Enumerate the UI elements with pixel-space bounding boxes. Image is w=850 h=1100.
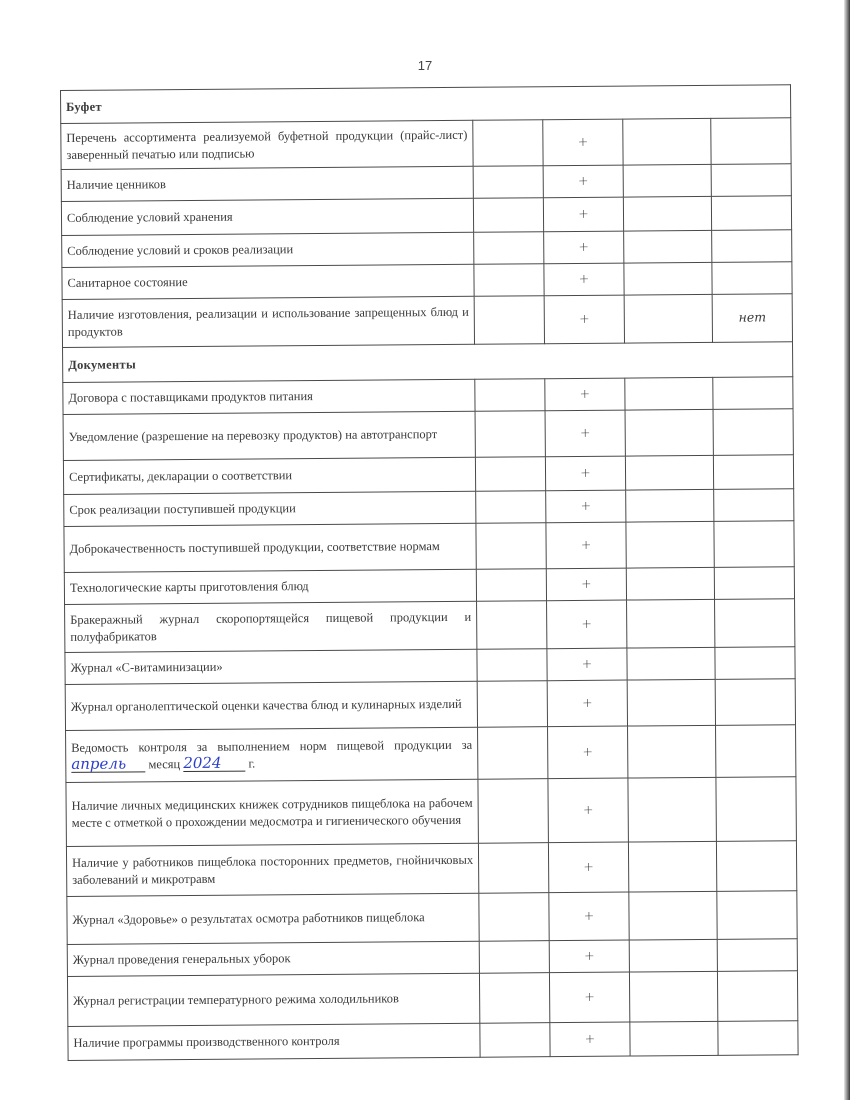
section-title: Буфет [61, 85, 791, 124]
row-text: Доброкачественность поступившей продукции, соответствие нормам [64, 523, 476, 572]
empty-cell [628, 777, 716, 842]
empty-cell [478, 779, 549, 844]
check-mark: + [549, 972, 629, 1023]
check-mark: + [543, 119, 623, 166]
empty-cell [630, 1021, 718, 1056]
table-row [64, 521, 794, 573]
row-text: Срок реализации поступившей продукции [64, 491, 476, 526]
table-row [66, 777, 796, 847]
row-note [717, 939, 797, 972]
month-handwritten: апрель [71, 755, 145, 773]
check-mark: + [543, 165, 623, 198]
empty-cell [629, 939, 717, 972]
check-mark: + [544, 263, 624, 296]
check-mark: + [547, 648, 627, 681]
row-text: Наличие программы производственного контроля [68, 1023, 480, 1060]
section-header-row [63, 342, 793, 383]
empty-cell [627, 647, 715, 680]
check-mark: + [550, 1022, 630, 1057]
row-note [718, 1021, 798, 1056]
row-text: Технологические карты приготовления блюд [64, 569, 476, 604]
check-mark: + [544, 231, 624, 264]
check-mark: + [545, 456, 625, 491]
empty-cell [624, 262, 712, 295]
empty-cell [476, 569, 546, 602]
row-text-middle: месяц [148, 756, 181, 772]
empty-cell [477, 649, 547, 682]
check-mark: + [548, 778, 629, 843]
empty-cell [474, 296, 544, 345]
row-note [714, 489, 794, 522]
page-number: 17 [417, 58, 433, 73]
empty-cell [627, 679, 715, 726]
row-text: Журнал «С-витаминизации» [65, 649, 477, 684]
row-note [715, 599, 795, 648]
row-note [715, 679, 795, 726]
empty-cell [625, 409, 713, 456]
row-text-prefix: Ведомость контроля за выполнением норм пищевой продукции за [71, 737, 473, 755]
empty-cell [480, 1023, 550, 1058]
scan-edge-shadow [844, 0, 850, 1100]
row-note [711, 118, 791, 165]
empty-cell [478, 843, 548, 894]
row-note [712, 262, 792, 295]
row-text: Бракеражный журнал скоропортящейся пищевой продукции и полуфабрикатов [65, 601, 477, 652]
row-note [717, 971, 797, 1022]
empty-cell [625, 455, 713, 490]
empty-cell [629, 971, 717, 1022]
row-text: Наличие изготовления, реализации и использование запрещенных блюд и продуктов [62, 296, 474, 347]
empty-cell [623, 196, 711, 231]
row-note [713, 377, 793, 410]
empty-cell [627, 599, 715, 648]
row-text: Журнал регистрации температурного режима холодильников [67, 973, 479, 1026]
row-note [711, 196, 791, 231]
empty-cell [624, 230, 712, 263]
empty-cell [628, 725, 716, 778]
empty-cell [478, 727, 548, 780]
table-row [67, 891, 797, 945]
empty-cell [629, 891, 717, 940]
empty-cell [476, 491, 546, 524]
row-text: Соблюдение условий и сроков реализации [62, 232, 474, 267]
check-mark: + [549, 892, 629, 941]
check-mark: + [546, 490, 626, 523]
table-row [61, 196, 791, 236]
empty-cell [626, 489, 714, 522]
row-text: Наличие у работников пищеблока посторонних предметов, гнойничковых заболеваний и микротравм [66, 843, 478, 896]
empty-cell [475, 379, 545, 412]
check-mark: + [545, 410, 625, 457]
check-mark: + [547, 680, 627, 727]
checklist-table [60, 84, 799, 1061]
row-note [713, 409, 793, 456]
table-row [66, 725, 796, 783]
row-text: Журнал «Здоровье» о результатах осмотра работников пищеблока [67, 893, 479, 944]
table-row [68, 1021, 798, 1061]
table-row [63, 409, 793, 461]
row-text: Уведомление (разрешение на перевозку продуктов) на автотранспорт [63, 411, 475, 460]
empty-cell [625, 377, 713, 410]
row-note [716, 725, 796, 778]
check-mark: + [546, 568, 626, 601]
empty-cell [474, 264, 544, 297]
empty-cell [623, 118, 711, 165]
check-mark: + [548, 726, 628, 779]
table-row [62, 294, 792, 348]
row-text: Договора с поставщиками продуктов питания [63, 379, 475, 414]
empty-cell [626, 567, 714, 600]
empty-cell [474, 232, 544, 265]
empty-cell [479, 893, 549, 942]
empty-cell [479, 973, 549, 1024]
check-mark: + [544, 295, 624, 344]
empty-cell [624, 294, 712, 343]
row-text-with-blanks [66, 727, 478, 782]
table-row [65, 599, 795, 653]
empty-cell [626, 521, 714, 568]
table-row [67, 971, 797, 1027]
empty-cell [477, 681, 547, 728]
check-mark: + [545, 378, 625, 411]
empty-cell [473, 120, 543, 167]
row-text: Наличие личных медицинских книжек сотрудников пищеблока на рабочем месте с отметкой о прохождении медосмотра и гигиенического обучения [66, 779, 478, 846]
table-row [65, 679, 795, 731]
row-note [711, 164, 791, 197]
row-note [712, 230, 792, 263]
empty-cell [475, 457, 545, 492]
row-note [714, 567, 794, 600]
row-note [715, 647, 795, 680]
row-note [716, 777, 797, 842]
empty-cell [475, 411, 545, 458]
row-text: Журнал проведения генеральных уборок [67, 941, 479, 976]
table-row [63, 455, 793, 495]
empty-cell [473, 198, 543, 233]
check-mark: + [547, 600, 627, 649]
row-note [713, 455, 793, 490]
empty-cell [476, 523, 546, 570]
row-note [716, 841, 796, 892]
row-text: Санитарное состояние [62, 264, 474, 299]
check-mark: + [543, 197, 623, 232]
empty-cell [623, 164, 711, 197]
row-text-suffix: г. [248, 756, 256, 771]
empty-cell [477, 601, 547, 650]
row-note [717, 891, 797, 940]
check-mark: + [549, 940, 629, 973]
row-text: Соблюдение условий хранения [61, 198, 473, 235]
table-row [61, 118, 791, 170]
row-text: Журнал органолептической оценки качества блюд и кулинарных изделий [65, 681, 477, 730]
empty-cell [628, 841, 716, 892]
row-text: Сертификаты, декларации о соответствии [63, 457, 475, 494]
check-mark: + [548, 842, 628, 893]
year-handwritten: 2024 [183, 754, 245, 772]
table-row [66, 841, 796, 897]
row-note-handwritten: нет [712, 294, 792, 343]
row-note [714, 521, 794, 568]
section-title: Документы [63, 342, 793, 383]
empty-cell [479, 941, 549, 974]
row-text: Наличие ценников [61, 166, 473, 201]
row-text: Перечень ассортимента реализуемой буфетной продукции (прайс-лист) заверенный печатью или подписью [61, 120, 473, 169]
check-mark: + [546, 522, 626, 569]
empty-cell [473, 166, 543, 199]
